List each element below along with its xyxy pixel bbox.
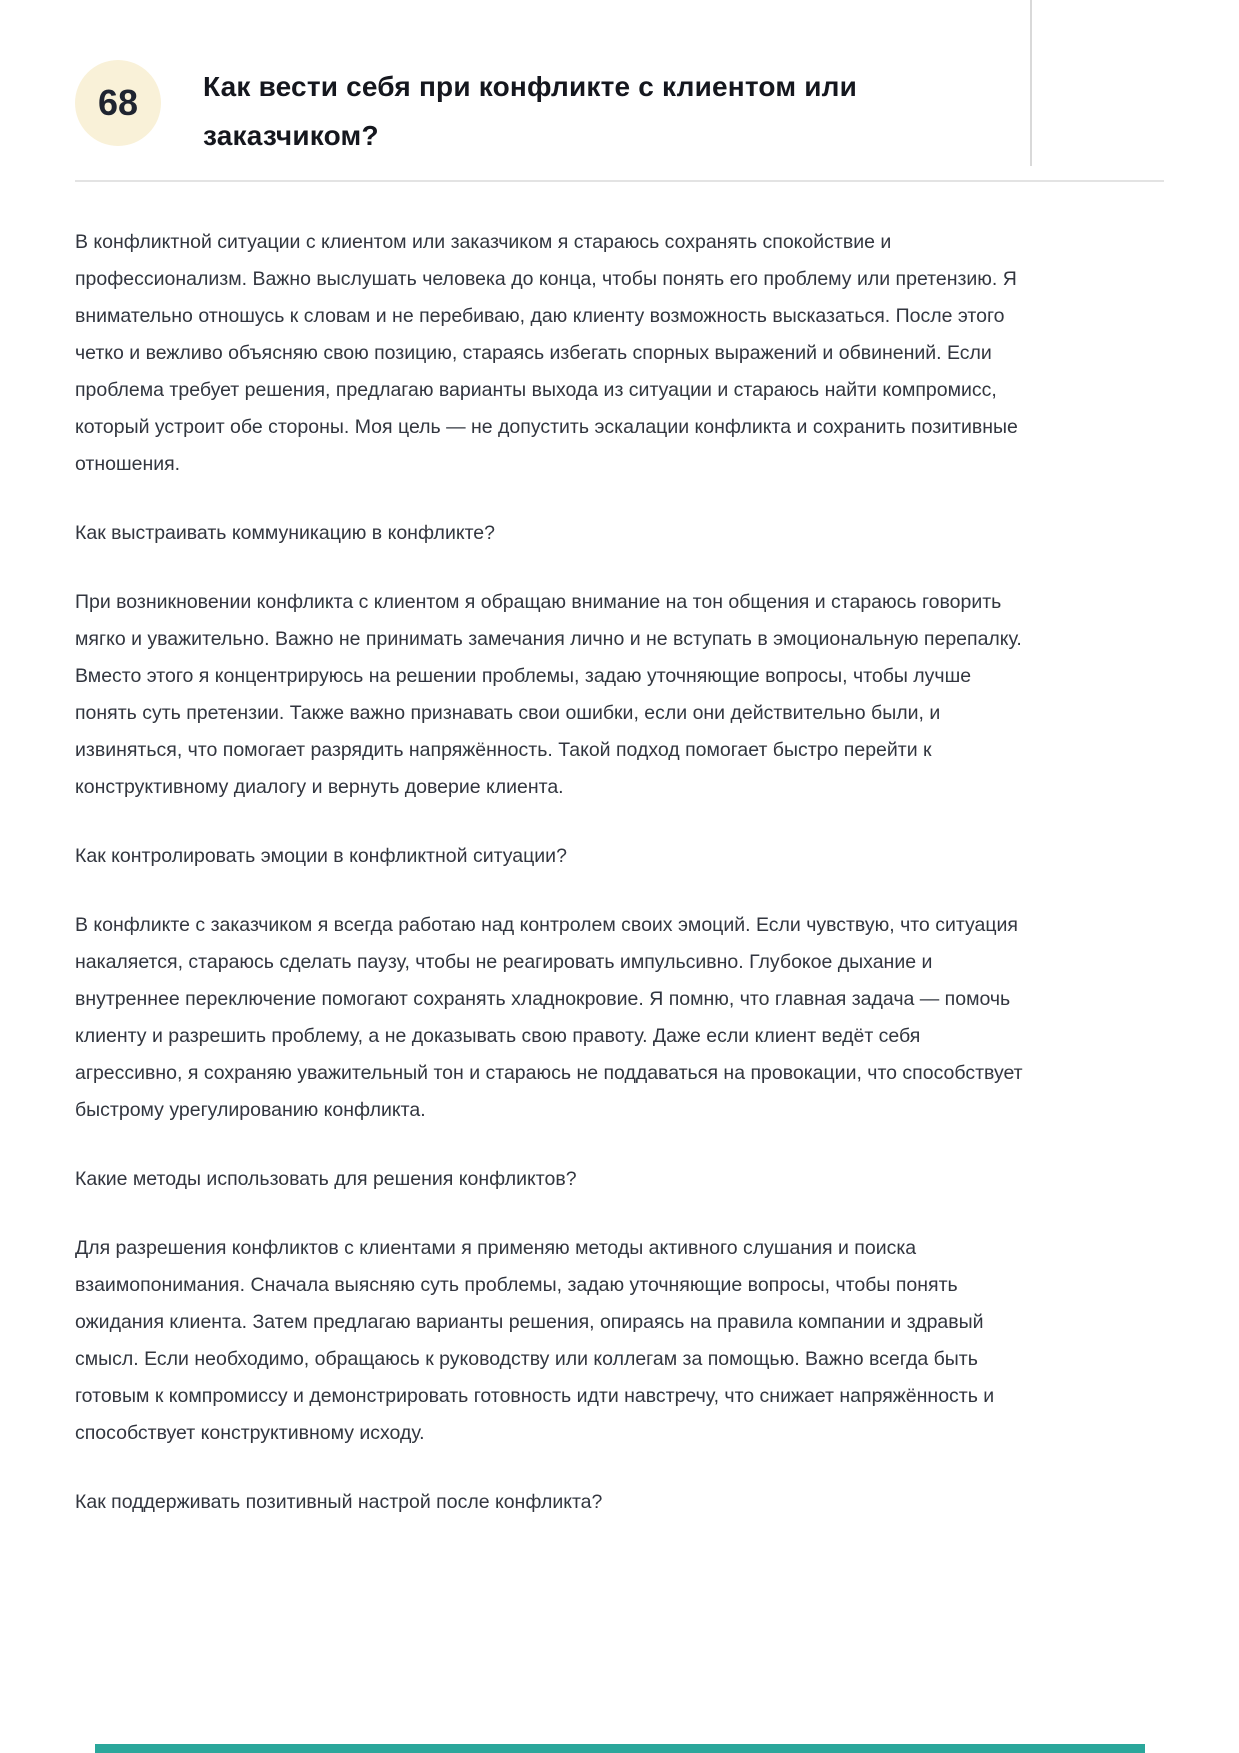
question-number: 68 xyxy=(97,82,139,123)
question-number-badge xyxy=(75,60,161,146)
answer-paragraph: Для разрешения конфликтов с клиентами я применяю методы активного слушания и поиска взаимопонимания. Сначала выясняю суть проблемы, задаю уточняющие вопросы, чтобы понять ожидания клиента. Затем предлагаю варианты решения, опираясь на правила компании и здравый смысл. Если необходимо, обращаюсь к руководству или коллегам за помощью. Важно всегда быть готовым к компромиссу и демонстрировать готовность идти навстречу, что снижает напряжённость и способствует конструктивному исходу. xyxy=(75,1237,995,1444)
sub-question-heading: Как выстраивать коммуникацию в конфликте? xyxy=(75,522,495,544)
sub-question-heading: Как поддерживать позитивный настрой после конфликта? xyxy=(75,1491,603,1513)
page-title: Как вести себя при конфликте с клиентом или заказчиком? xyxy=(203,71,858,151)
answer-content xyxy=(75,224,1033,1521)
answer-paragraph: В конфликтной ситуации с клиентом или заказчиком я стараюсь сохранять спокойствие и профессионализм. Важно выслушать человека до конца, чтобы понять его проблему или претензию. Я внимательно отношусь к словам и не перебиваю, даю клиенту возможность высказаться. После этого четко и вежливо объясняю свою позицию, стараясь избегать спорных выражений и обвинений. Если проблема требует решения, предлагаю варианты выхода из ситуации и стараюсь найти компромисс, который устроит обе стороны. Моя цель — не допустить эскалации конфликта и сохранить позитивные отношения. xyxy=(75,231,1018,475)
header-divider xyxy=(75,180,1164,182)
sub-question-heading: Как контролировать эмоции в конфликтной ситуации? xyxy=(75,845,567,867)
vertical-divider-line xyxy=(1030,0,1032,166)
page-bottom-accent-bar xyxy=(95,1744,1145,1753)
page-header xyxy=(75,0,1164,160)
answer-paragraph: В конфликте с заказчиком я всегда работаю над контролем своих эмоций. Если чувствую, что ситуация накаляется, стараюсь сделать паузу, чтобы не реагировать импульсивно. Глубокое дыхание и внутреннее переключение помогают сохранять хладнокровие. Я помню, что главная задача — помочь клиенту и разрешить проблему, а не доказывать свою правоту. Даже если клиент ведёт себя агрессивно, я сохраняю уважительный тон и стараюсь не поддаваться на провокации, что способствует быстрому урегулированию конфликта. xyxy=(75,914,1023,1121)
sub-question-heading: Какие методы использовать для решения конфликтов? xyxy=(75,1168,577,1190)
answer-paragraph: При возникновении конфликта с клиентом я обращаю внимание на тон общения и стараюсь говорить мягко и уважительно. Важно не принимать замечания лично и не вступать в эмоциональную перепалку. Вместо этого я концентрируюсь на решении проблемы, задаю уточняющие вопросы, чтобы лучше понять суть претензии. Также важно признавать свои ошибки, если они действительно были, и извиняться, что помогает разрядить напряжённость. Такой подход помогает быстро перейти к конструктивному диалогу и вернуть доверие клиента. xyxy=(75,591,1022,798)
